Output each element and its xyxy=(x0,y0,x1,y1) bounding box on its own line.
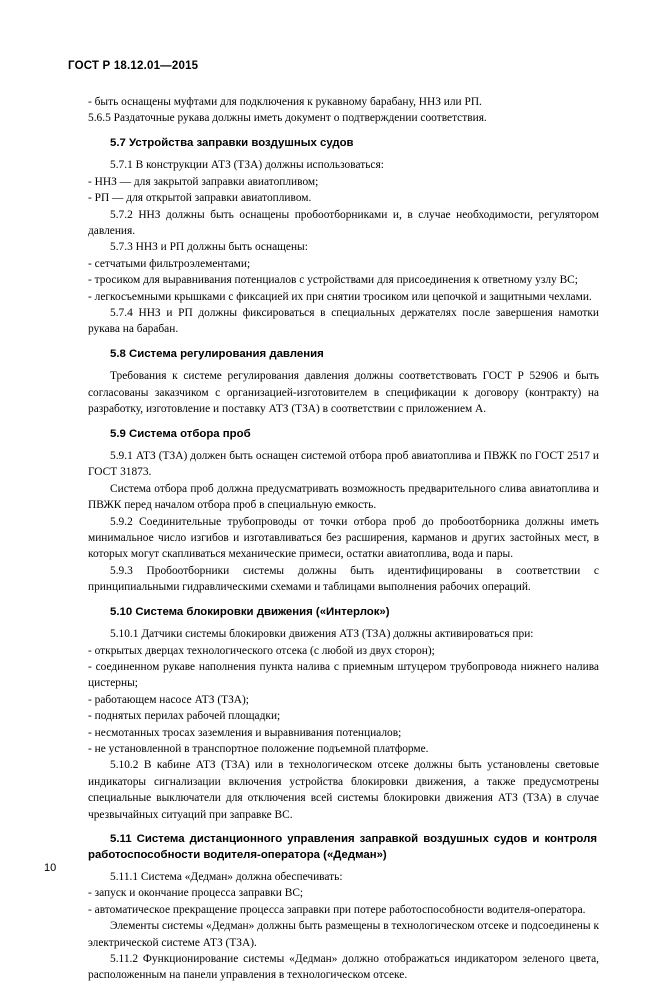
paragraph: 5.9.2 Соединительные трубопроводы от точки отбора проб до пробоотборника должны иметь минимальное число изгибов и изготавливаться без расширения, карманов и других застойных мест, в которых могут скапливаться механические примеси, остатки авиатоплива, вода и пары. xyxy=(88,515,599,561)
page-title: ГОСТ Р 18.12.01—2015 xyxy=(68,60,199,72)
paragraph: - быть оснащены муфтами для подключения к рукавному барабану, ННЗ или РП. xyxy=(88,96,482,108)
document-body xyxy=(88,94,599,984)
paragraph: 5.7.1 В конструкции АТЗ (ТЗА) должны использоваться: xyxy=(110,159,384,172)
paragraph: - запуск и окончание процесса заправки ВС; xyxy=(88,887,304,900)
paragraph: - тросиком для выравнивания потенциалов с устройствами для присоединения к ответному узлу ВС; xyxy=(88,274,578,287)
section-heading-5-7: 5.7 Устройства заправки воздушных судов xyxy=(110,136,354,149)
paragraph: - сетчатыми фильтроэлементами; xyxy=(88,257,251,270)
paragraph: 5.10.2 В кабине АТЗ (ТЗА) или в технологическом отсеке должны быть установлены световые индикаторы сигнализации включения устройства блокировки движения, а также предусмотрены специальные выключатели для отключения всей системы блокировки движения АТЗ (ТЗА) в случае чрезвычайных ситуаций при заправке ВС. xyxy=(88,759,599,821)
paragraph: 5.6.5 Раздаточные рукава должны иметь документ о подтверждении соответствия. xyxy=(88,112,487,125)
page-number: 10 xyxy=(44,862,57,874)
paragraph: - автоматическое прекращение процесса заправки при потере работоспособности водителя-оператора. xyxy=(88,903,586,916)
paragraph: - несмотанных тросах заземления и выравнивания потенциалов; xyxy=(88,726,402,739)
paragraph: - работающем насосе АТЗ (ТЗА); xyxy=(88,693,249,706)
paragraph: 5.7.4 ННЗ и РП должны фиксироваться в специальных держателях после завершения намотки рукава на барабан. xyxy=(88,307,599,336)
paragraph: 5.9.3 Пробоотборники системы должны быть идентифицированы в соответствии с принципиальными гидравлическими схемами и таблицами выполнения рабочих операций. xyxy=(88,564,599,594)
section-heading-5-8: 5.8 Система регулирования давления xyxy=(110,347,324,360)
section-heading-5-11: 5.11 Система дистанционного управления заправкой воздушных судов и контроля работоспособности водителя-оператора («Дедман») xyxy=(88,833,597,861)
paragraph: 5.7.3 ННЗ и РП должны быть оснащены: xyxy=(110,241,308,254)
paragraph: 5.11.1 Система «Дедман» должна обеспечивать: xyxy=(110,870,343,883)
paragraph: - РП — для открытой заправки авиатопливом. xyxy=(88,192,312,205)
paragraph: Элементы системы «Дедман» должны быть размещены в технологическом отсеке и подсоединены к электрической системе АТЗ (ТЗА). xyxy=(88,920,599,949)
paragraph: - не установленной в транспортное положение подъемной платформе. xyxy=(88,743,429,756)
section-heading-5-10: 5.10 Система блокировки движения («Интерлок») xyxy=(110,605,390,618)
paragraph: - открытых дверцах технологического отсека (с любой из двух сторон); xyxy=(88,644,435,657)
paragraph: - поднятых перилах рабочей площадки; xyxy=(88,710,281,723)
paragraph: - ННЗ — для закрытой заправки авиатопливом; xyxy=(88,175,319,188)
paragraph: Система отбора проб должна предусматривать возможность предварительного слива авиатоплива и ПВЖК перед началом отбора проб в специальную емкость. xyxy=(88,482,599,512)
paragraph: - соединенном рукаве наполнения пункта налива с приемным штуцером трубопровода нижнего налива цистерны; xyxy=(88,660,599,690)
paragraph: 5.7.2 ННЗ должны быть оснащены пробоотборниками и, в случае необходимости, регулятором давления. xyxy=(88,208,599,237)
paragraph: Требования к системе регулирования давления должны соответствовать ГОСТ Р 52906 и быть согласованы заказчиком с организацией-изготовителем в спецификации к договору (контракту) на разработку, изготовление и поставку АТЗ (ТЗА) в соответствии с приложением А. xyxy=(88,370,599,416)
section-heading-5-9: 5.9 Система отбора проб xyxy=(110,427,251,440)
paragraph: 5.11.2 Функционирование системы «Дедман» должно отображаться индикатором зеленого цвета, расположенным на панели управления в технологическом отсеке. xyxy=(88,953,599,982)
paragraph: 5.9.1 АТЗ (ТЗА) должен быть оснащен системой отбора проб авиатоплива и ПВЖК по ГОСТ 2517 и ГОСТ 31873. xyxy=(88,449,599,479)
paragraph: 5.10.1 Датчики системы блокировки движения АТЗ (ТЗА) должны активироваться при: xyxy=(110,628,534,641)
paragraph: - легкосъемными крышками с фиксацией их при снятии тросиком или цепочкой и защитными чехлами. xyxy=(88,290,592,303)
